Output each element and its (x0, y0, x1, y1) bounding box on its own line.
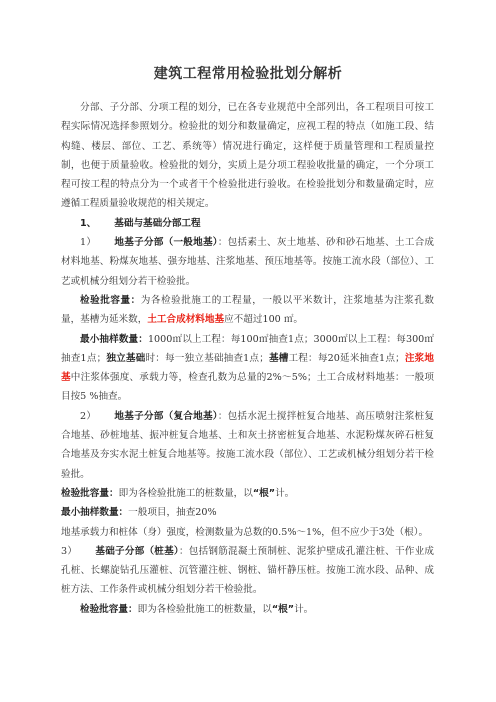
item2-sample-label: 最小抽样数量： (61, 507, 129, 519)
item1-sample (61, 330, 434, 407)
item1-capacity-text-b: 应不超过100 ㎡。 (224, 314, 304, 326)
item2-capacity-text: 即为各检验批施工的桩数量，以 (118, 487, 253, 499)
item1-paragraph (61, 233, 434, 291)
item3-capacity-end: 计。 (294, 603, 314, 615)
item2-sample-text: 一般项目，抽查20% (128, 507, 217, 519)
item2-title: 地基子分部（复合地基） (114, 410, 218, 422)
item1-title: 地基子分部（一般地基） (114, 237, 218, 249)
item2-capacity (61, 484, 434, 503)
document-title: 建筑工程常用检验批划分解析 (153, 66, 343, 82)
item2-capacity-end: 计。 (275, 487, 295, 499)
item1-sample-red: 注浆地基 (61, 352, 435, 384)
item1-capacity-label: 检验批容量： (80, 294, 141, 306)
item1-sample-text-b: 时：每一独立基础抽查1点； (145, 352, 269, 364)
item1-sample-b1: 独立基础 (106, 352, 146, 364)
item1-capacity-red: 土工合成材料地基 (147, 314, 225, 326)
item1-number: 1） (80, 237, 97, 249)
item2-capacity-label: 检验批容量： (61, 487, 119, 499)
item1-capacity-text-a: 为各检验批施工的工程量，一般以平米数计，注浆地基为注浆孔数量，基槽为延米数， (61, 294, 435, 326)
section-title: 基础与基础分部工程 (114, 217, 201, 229)
item1-sample-text-d: 中注浆体强度、承载力等，检查孔数为总量的2%～5%；土工合成材料地基：一般项目按5 %抽查。 (61, 372, 434, 403)
item1-text: ：包括素土、灰土地基、砂和砂石地基、土工合成材料地基、粉煤灰地基、强夯地基、注浆地基、预压地基等。按施工流水段（部位）、工艺或机械分组划分若干检验批。 (61, 237, 435, 287)
item1-sample-text-a: 1000㎡以上工程：每100㎡抽查1点；3000㎡以上工程：每300㎡抽查1点； (61, 333, 434, 364)
item2-number: 2） (80, 410, 97, 422)
item3-capacity-text: 即为各检验批施工的桩数量，以 (137, 603, 272, 615)
item2-sample-line2: 地基承载力和桩体（身）强度，检测数量为总数的0.5%～1%，但不应少于3处（根）。 (61, 526, 429, 538)
item3-text: ：包括钢筋混凝土预制桩、泥浆护壁成孔灌注桩、干作业成孔桩、长螺旋钻孔压灌桩、沉管灌注桩、钢桩、锚杆静压桩。按施工流水段、品种、成桩方法、工作条件或机械分组划分若干检验批。 (61, 545, 435, 596)
document-body (61, 98, 434, 619)
item1-capacity (61, 291, 434, 330)
intro-paragraph: 分部、子分部、分项工程的划分，已在各专业规范中全部列出，各工程项目可按工程实际情况选择参照划分。检验批的划分和数量确定，应视工程的特点（如施工段、结构缝、楼层、部位、工艺、系统等）情况进行确定，这样便于质量管理和工程质量控制，也便于质量验收。检验批的划分，实质上是分项工程验收批量的确定，一个分项工程可按工程的特点分为一个或者干个检验批进行验收。在检验批划分和数量确定时，应遵循工程质量验收规范的相关规定。 (61, 102, 434, 210)
item2-text: ：包括水泥土搅拌桩复合地基、高压喷射注浆桩复合地基、砂桩地基、振冲桩复合地基、土和灰土挤密桩复合地基、水泥粉煤灰碎石桩复合地基及夯实水泥土桩复合地基等。按施工流水段（部位）、工艺或机械分组划分若干检验批。 (61, 410, 435, 480)
item2-paragraph (61, 407, 434, 484)
section-number: 1、 (80, 217, 97, 229)
item1-sample-b2: 基槽 (268, 352, 289, 364)
item3-number: 3） (61, 545, 78, 557)
item3-title: 基础子分部（桩基） (95, 545, 179, 557)
item3-capacity-label: 检验批容量： (80, 603, 138, 615)
item2-capacity-unit: “根” (252, 487, 276, 499)
section-heading (61, 214, 434, 233)
item3-capacity (61, 600, 434, 619)
item1-sample-text-c: 工程：每20延米抽查1点； (288, 352, 405, 364)
item3-capacity-unit: “根” (271, 603, 295, 615)
item2-sample (61, 503, 434, 522)
item1-sample-label: 最小抽样数量： (80, 333, 148, 345)
item3-paragraph (61, 542, 434, 600)
